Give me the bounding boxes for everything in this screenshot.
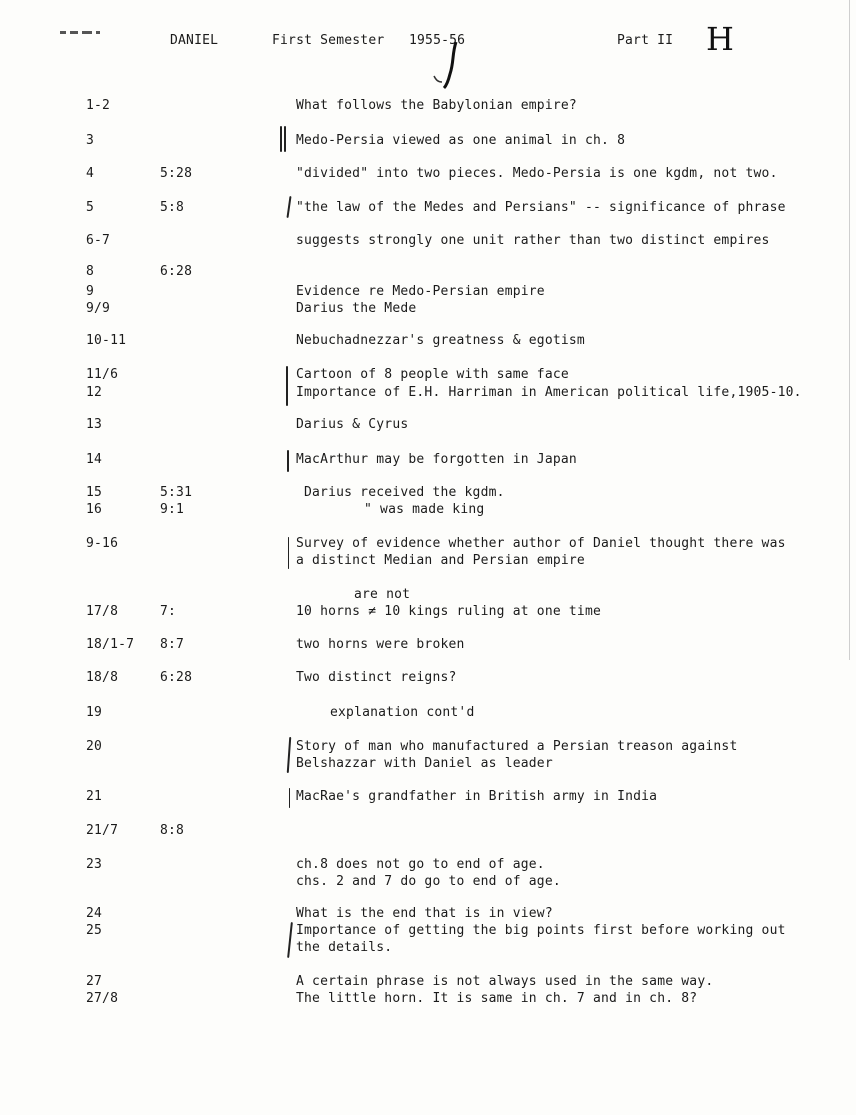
page-edge-line (849, 0, 850, 660)
note-text: Survey of evidence whether author of Daniel thought there was (296, 536, 786, 551)
verse-reference: 5:28 (160, 166, 193, 181)
page-number: 9 (86, 284, 95, 299)
page-number: 3 (86, 133, 95, 148)
page-number: 14 (86, 452, 103, 467)
verse-reference: 6:28 (160, 670, 193, 685)
verse-reference: 5:31 (160, 485, 193, 500)
page-number: 27/8 (86, 991, 119, 1006)
note-text: two horns were broken (296, 637, 465, 652)
verse-reference: 5:8 (160, 200, 185, 215)
page-number: 8 (86, 264, 95, 279)
page-number: 9-16 (86, 536, 119, 551)
note-text: What follows the Babylonian empire? (296, 98, 577, 113)
subject-title: DANIEL (170, 33, 219, 48)
margin-bar-11 (286, 366, 288, 406)
page-number: 20 (86, 739, 103, 754)
verse-reference: 8:8 (160, 823, 185, 838)
note-text: "divided" into two pieces. Medo-Persia is one kgdm, not two. (296, 166, 778, 181)
page-number: 21 (86, 789, 103, 804)
margin-bar-20 (287, 737, 292, 773)
margin-bar-9-16 (288, 537, 289, 569)
verse-reference: 6:28 (160, 264, 193, 279)
note-text: a distinct Median and Persian empire (296, 553, 585, 568)
semester-label: First Semester (272, 33, 385, 48)
page-number: 18/1-7 (86, 637, 135, 652)
margin-bar-14 (287, 450, 289, 472)
part-label: Part II (617, 33, 674, 48)
corner-smudge (60, 22, 110, 28)
note-text: Importance of getting the big points first before working out (296, 923, 786, 938)
margin-bar-5 (286, 196, 291, 218)
note-text: 10 horns ≠ 10 kings ruling at one time (296, 604, 602, 619)
note-text: Two distinct reigns? (296, 670, 457, 685)
note-text: Belshazzar with Daniel as leader (296, 756, 553, 771)
page-number: 17/8 (86, 604, 119, 619)
page-number: 10-11 (86, 333, 127, 348)
note-text: Importance of E.H. Harriman in American political life,1905-10. (296, 385, 802, 400)
interlinear-insertion: are not (354, 587, 411, 602)
page-number: 19 (86, 705, 103, 720)
note-text: Story of man who manufactured a Persian treason against (296, 739, 738, 754)
note-text: MacRae's grandfather in British army in India (296, 789, 658, 804)
page-number: 24 (86, 906, 103, 921)
note-text: Nebuchadnezzar's greatness & egotism (296, 333, 585, 348)
note-text: A certain phrase is not always used in the same way. (296, 974, 714, 989)
page-number: 4 (86, 166, 95, 181)
handwritten-scribble-mark (428, 40, 468, 90)
page-number: 23 (86, 857, 103, 872)
note-text: Darius & Cyrus (296, 417, 409, 432)
page-number: 6-7 (86, 233, 111, 248)
note-text: "the law of the Medes and Persians" -- significance of phrase (296, 200, 786, 215)
note-text: Cartoon of 8 people with same face (296, 367, 569, 382)
note-text: Darius the Mede (296, 301, 417, 316)
margin-bar-3a (280, 126, 282, 152)
verse-reference: 7: (160, 604, 177, 619)
page-number: 13 (86, 417, 103, 432)
note-text: Evidence re Medo-Persian empire (296, 284, 545, 299)
page-number: 1-2 (86, 98, 111, 113)
verse-reference: 9:1 (160, 502, 185, 517)
margin-bar-21 (289, 788, 290, 808)
page-number: 15 (86, 485, 103, 500)
margin-bar-3b (284, 126, 286, 152)
year-label: 1955-56 (409, 33, 466, 48)
page-number: 18/8 (86, 670, 119, 685)
note-text: suggests strongly one unit rather than two distinct empires (296, 233, 770, 248)
note-text: ch.8 does not go to end of age. (296, 857, 545, 872)
page-number: 11/6 (86, 367, 119, 382)
note-text: What is the end that is in view? (296, 906, 553, 921)
note-text: The little horn. It is same in ch. 7 and in ch. 8? (296, 991, 698, 1006)
note-text: Medo-Persia viewed as one animal in ch. 8 (296, 133, 626, 148)
note-text: the details. (296, 940, 393, 955)
page-number: 16 (86, 502, 103, 517)
margin-bar-25 (287, 922, 293, 958)
verse-reference: 8:7 (160, 637, 185, 652)
note-text: Darius received the kgdm. (304, 485, 505, 500)
note-text: chs. 2 and 7 do go to end of age. (296, 874, 561, 889)
handwritten-letter: H (706, 20, 734, 58)
page-number: 9/9 (86, 301, 111, 316)
note-text: " was made king (364, 502, 485, 517)
page-number: 27 (86, 974, 103, 989)
page-number: 25 (86, 923, 103, 938)
page-number: 5 (86, 200, 95, 215)
page-number: 21/7 (86, 823, 119, 838)
note-text: explanation cont'd (330, 705, 475, 720)
note-text: MacArthur may be forgotten in Japan (296, 452, 577, 467)
page-number: 12 (86, 385, 103, 400)
